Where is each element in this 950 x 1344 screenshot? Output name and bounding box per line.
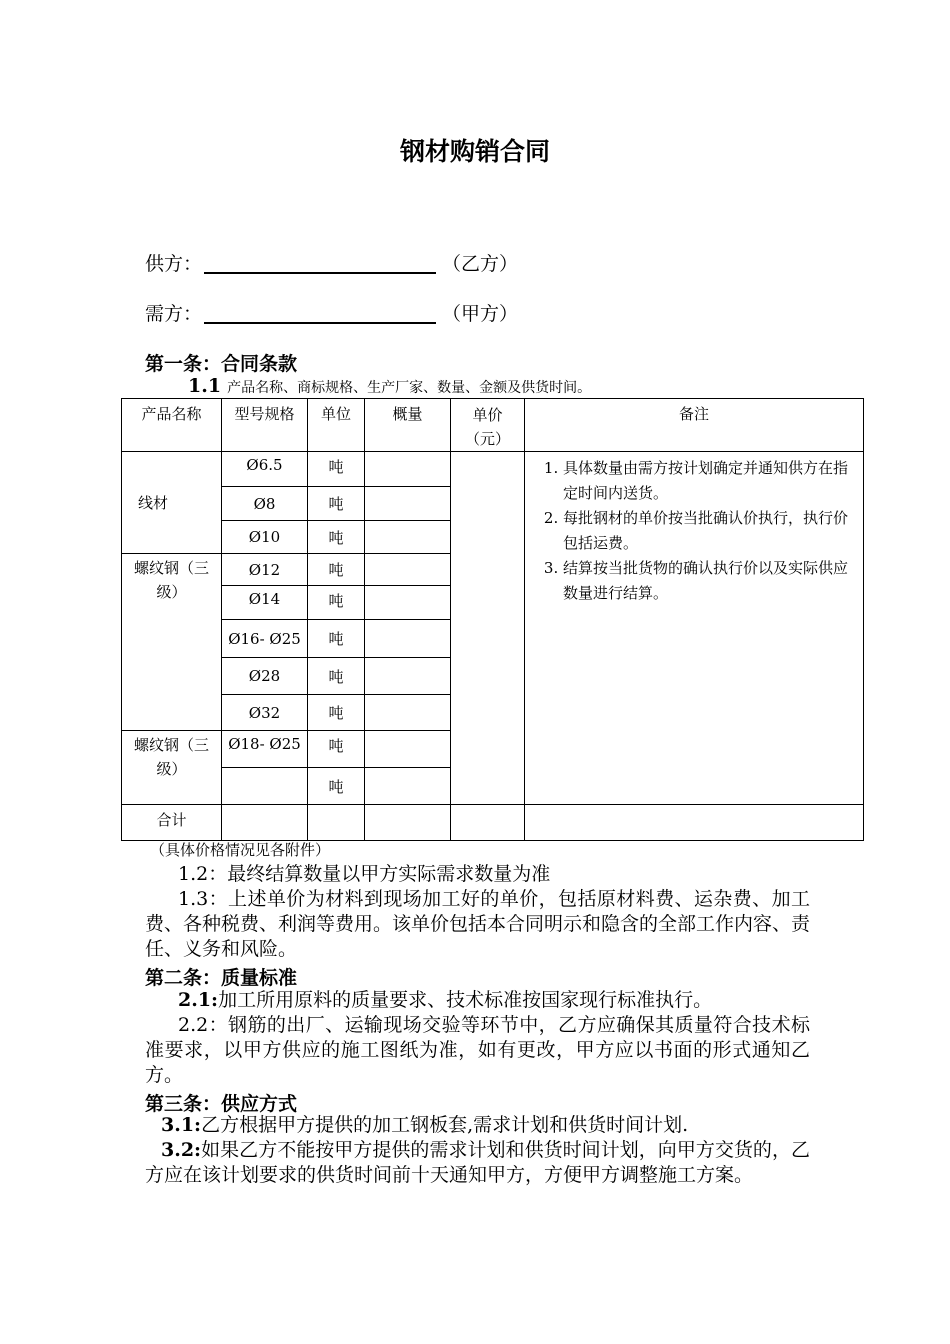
quantity-cell[interactable] (365, 521, 451, 554)
quantity-cell[interactable] (365, 586, 451, 620)
supplier-label: 供方： (145, 253, 203, 275)
header-unit: 单位 (308, 399, 365, 452)
supplier-blank[interactable] (204, 252, 436, 274)
price-note: （具体价格情况见各附件） (150, 841, 331, 859)
clause-2-1-text: 加工所用原料的质量要求、技术标准按国家现行标准执行。 (218, 989, 713, 1011)
clause-1-2: 1.2：最终结算数量以甲方实际需求数量为准 (178, 863, 551, 885)
clause-2-1 (145, 988, 810, 1013)
remark-item: 2. 每批钢材的单价按当批确认价执行，执行价包括运费。 (563, 506, 855, 556)
remarks-cell (525, 452, 864, 805)
spec-cell: Ø14 (222, 586, 308, 620)
group-rebar-grade3: 螺纹钢（三级） (122, 554, 222, 731)
clause-1-1 (188, 375, 591, 397)
total-unit-cell (308, 805, 365, 841)
clause-3-2 (145, 1138, 810, 1188)
table-header-row (122, 399, 864, 452)
buyer-label: 需方： (145, 303, 203, 325)
unit-cell: 吨 (308, 695, 365, 731)
clause-3-1-number: 3.1: (161, 1114, 202, 1136)
unit-cell: 吨 (308, 452, 365, 487)
unit-cell: 吨 (308, 620, 365, 658)
quantity-cell[interactable] (365, 695, 451, 731)
clause-2-2: 2.2：钢筋的出厂、运输现场交验等环节中，乙方应确保其质量符合技术标准要求，以甲方供应的施工图纸为准，如有更改，甲方应以书面的形式通知乙方。 (145, 1014, 810, 1086)
unit-cell: 吨 (308, 487, 365, 521)
unit-cell: 吨 (308, 521, 365, 554)
remark-item: 1. 具体数量由需方按计划确定并通知供方在指定时间内送货。 (563, 456, 855, 506)
buyer-role: （甲方） (442, 303, 519, 325)
quantity-cell[interactable] (365, 658, 451, 695)
total-quantity-cell[interactable] (365, 805, 451, 841)
unit-cell: 吨 (308, 768, 365, 805)
group-rebar-grade3-2: 螺纹钢（三级） (122, 731, 222, 805)
spec-cell: Ø10 (222, 521, 308, 554)
spec-cell: Ø18- Ø25 (222, 731, 308, 768)
table-row (122, 452, 864, 487)
spec-cell: Ø32 (222, 695, 308, 731)
header-quantity: 概量 (365, 399, 451, 452)
unit-cell: 吨 (308, 731, 365, 768)
unit-cell: 吨 (308, 658, 365, 695)
total-spec-cell (222, 805, 308, 841)
clause-3-2-text: 如果乙方不能按甲方提供的需求计划和供货时间计划，向甲方交货的，乙方应在该计划要求的供货时间前十天通知甲方，方便甲方调整施工方案。 (145, 1139, 810, 1186)
buyer-blank[interactable] (204, 302, 436, 324)
clause-3-2-number: 3.2: (161, 1139, 202, 1161)
total-price-cell[interactable] (451, 805, 525, 841)
supplier-line (145, 249, 518, 276)
spec-cell: Ø8 (222, 487, 308, 521)
clause-3-1-text: 乙方根据甲方提供的加工钢板套,需求计划和供货时间计划. (201, 1114, 689, 1136)
article1-heading: 第一条：合同条款 (145, 353, 298, 375)
clause-1-1-number: 1.1 (188, 375, 222, 397)
quantity-cell[interactable] (365, 452, 451, 487)
quantity-cell[interactable] (365, 731, 451, 768)
group-wire-rod: 线材 (122, 452, 222, 554)
clause-2-1-number: 2.1: (178, 989, 219, 1011)
unit-cell: 吨 (308, 554, 365, 586)
spec-cell: Ø6.5 (222, 452, 308, 487)
spec-cell: Ø28 (222, 658, 308, 695)
quantity-cell[interactable] (365, 487, 451, 521)
quantity-cell[interactable] (365, 768, 451, 805)
total-label: 合计 (122, 805, 222, 841)
header-remarks: 备注 (525, 399, 864, 452)
total-remarks-cell (525, 805, 864, 841)
header-product-name: 产品名称 (122, 399, 222, 452)
header-spec: 型号规格 (222, 399, 308, 452)
contract-title: 钢材购销合同 (399, 137, 550, 166)
spec-cell: Ø12 (222, 554, 308, 586)
quantity-cell[interactable] (365, 554, 451, 586)
remark-item: 3. 结算按当批货物的确认执行价以及实际供应数量进行结算。 (563, 556, 855, 606)
article3-heading: 第三条：供应方式 (145, 1093, 298, 1115)
unit-price-cell[interactable] (451, 452, 525, 805)
spec-cell[interactable] (222, 768, 308, 805)
quantity-cell[interactable] (365, 620, 451, 658)
clause-1-1-text: 产品名称、商标规格、生产厂家、数量、金额及供货时间。 (227, 380, 592, 396)
header-unit-price: 单价（元） (451, 399, 525, 452)
table-total-row (122, 805, 864, 841)
supplier-role: （乙方） (442, 253, 519, 275)
buyer-line (145, 299, 518, 326)
clause-1-3: 1.3：上述单价为材料到现场加工好的单价，包括原材料费、运杂费、加工费、各种税费、利润等费用。该单价包括本合同明示和隐含的全部工作内容、责任、义务和风险。 (145, 888, 811, 960)
goods-table (121, 398, 864, 841)
spec-cell: Ø16- Ø25 (222, 620, 308, 658)
article2-heading: 第二条：质量标准 (145, 967, 298, 989)
clause-3-1 (145, 1113, 810, 1138)
unit-cell: 吨 (308, 586, 365, 620)
